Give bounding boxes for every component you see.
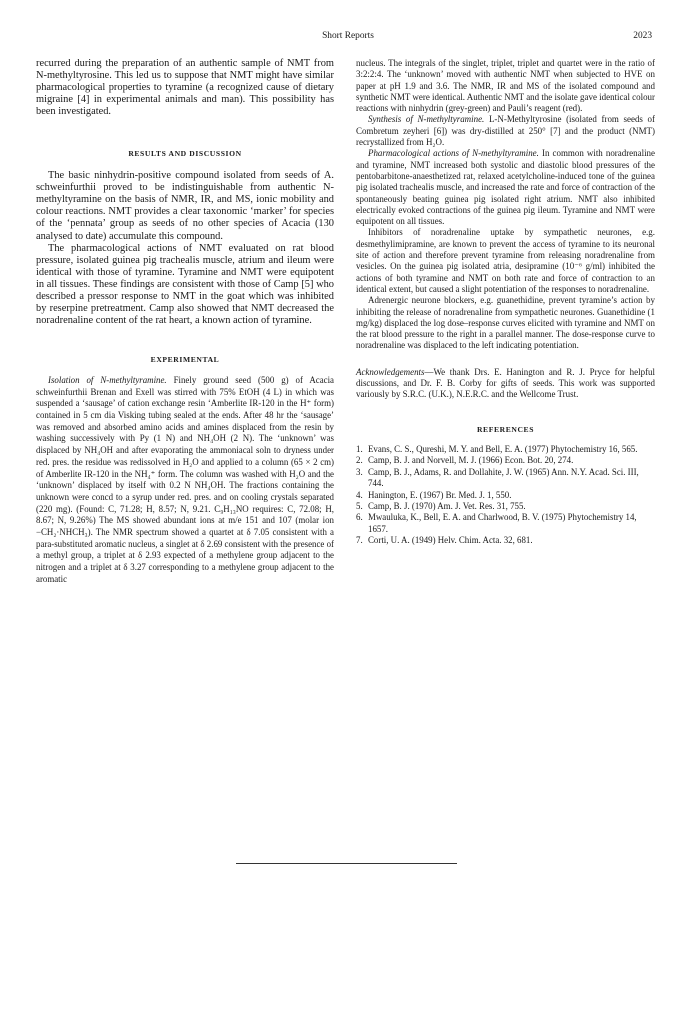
synthesis-paragraph: [356, 114, 655, 148]
synthesis-lead: Synthesis of N-methyltyramine.: [368, 114, 485, 125]
reference-text: Camp, B. J. (1970) Am. J. Vet. Res. 31, 755.: [368, 500, 526, 511]
reference-item: [356, 535, 655, 546]
right-column: [356, 58, 655, 547]
acknowledgements: [356, 367, 655, 401]
adrenergic-paragraph: Adrenergic neurone blockers, e.g. guanethidine, prevent tyramine’s action by inhibiting the release of noradrenaline from sympathetic neurones. Guanethidine (1 mg/kg) displaced the log dose–response curves elicited with tyramine and NMT on the rat blood pressure to the right in a parallel manner. The dose-response curve to noradrenaline was displaced to the left indicating potentiation.: [356, 295, 655, 351]
reference-item: [356, 501, 655, 512]
results-heading: RESULTS AND DISCUSSION: [128, 149, 242, 159]
running-title: Short Reports: [322, 31, 374, 41]
pharmacology-text: In common with noradrenaline and tyramine, NMT increased both systolic and diastolic blood pressures of the pentobarbitone-anaesthetized rat, relaxed acetylcholine-induced tone of the guinea pig isolated trachealis muscle, and increased the rate and force of contraction of the spontaneously beating guinea pig isolated right atrium. NMT also inhibited electrically evoked contractions of the guinea pig ileum. Tyramine and NMT were equipotent on all tissues.: [356, 148, 655, 227]
results-paragraph-1: The basic ninhydrin-positive compound isolated from seeds of A. schweinfurthii proved to be indistinguishable from authentic N-methyltyramine on the basis of NMR, IR, and MS, ionic mobility and colour reactions. NMT provides a clear taxonomic ‘marker’ for species of the ‘pennata’ group as seeds of no other species of Acacia (130 analysed to date) accumulate this compound.: [36, 170, 334, 242]
page-number: 2023: [633, 31, 652, 41]
reference-text: Mwauluka, K., Bell, E. A. and Charlwood, B. V. (1975) Phytochemistry 14, 1657.: [368, 512, 637, 534]
synthesis-text: L-N-Methyltyrosine (isolated from seeds of Combretum zeyheri [6]) was dry-distilled at 250° [7] and the product (NMT) recrystallized from H₂O.: [356, 114, 655, 148]
pharmacology-lead: Pharmacological actions of N-methyltyramine.: [368, 148, 539, 159]
reference-text: Hanington, E. (1967) Br. Med. J. 1, 550.: [368, 489, 512, 500]
reference-text: Corti, U. A. (1949) Helv. Chim. Acta. 32, 681.: [368, 535, 533, 546]
left-column: [36, 58, 334, 586]
reference-number: 1.: [356, 443, 363, 454]
reference-item: [356, 444, 655, 455]
isolation-lead: Isolation of N-methyltyramine.: [48, 374, 167, 385]
reference-number: 7.: [356, 535, 363, 546]
acknowledgements-text: —We thank Drs. E. Hanington and R. J. Pryce for helpful discussions, and Dr. F. B. Corby for gifts of seeds. This work was supported variously by S.R.C. (U.K.), N.E.R.C. and the Wellcome Trust.: [356, 366, 655, 400]
experimental-heading: EXPERIMENTAL: [150, 354, 220, 364]
reference-number: 6.: [356, 512, 363, 523]
reference-number: 2.: [356, 455, 363, 466]
inhibitors-paragraph: Inhibitors of noradrenaline uptake by sympathetic neurones, e.g. desmethylimipramine, are known to prevent the access of tyramine to its neuronal site of action and therefore prevent tyramine from releasing noradrenaline from vesicles. On the guinea pig isolated atria, desipramine (10⁻⁶ g/ml) inhibited the actions of both tyramine and NMT on both rate and force of contraction to an identical extent, but caused a slight potentiation of the responses to noradrenaline.: [356, 227, 655, 294]
pharmacology-paragraph: [356, 148, 655, 227]
isolation-paragraph: [36, 375, 334, 586]
references-heading: REFERENCES: [476, 424, 535, 434]
reference-text: Camp, B. J., Adams, R. and Dollahite, J. W. (1965) Ann. N.Y. Acad. Sci. III, 744.: [368, 466, 639, 489]
acknowledgements-lead: Acknowledgements: [356, 366, 425, 377]
intro-paragraph: recurred during the preparation of an authentic sample of NMT from N-methyltyrosine. This led us to suppose that NMT might have similar pharmacological properties to tyramine (a recognized cause of dietary migraine [4] in experimental animals and man). This possibility has been investigated.: [36, 58, 334, 118]
reference-item: [356, 467, 655, 490]
reference-item: [356, 455, 655, 466]
page-header: [0, 31, 696, 45]
isolation-text: Finely ground seed (500 g) of Acacia schweinfurthii Brenan and Exell was stirred with 75% EtOH (4 L) in which was suspended a ‘sausage’ of cation exchange resin ‘Amberlite IR-120 in the H⁺ form) contained in 5 cm dia Visking tubing sealed at the ends. After 48 hr the ‘sausage’ was removed and absorbed amino acids and amines displaced from the resin by washing successively with Py (1 N) and NH₄OH (2 N). The ‘unknown’ was displaced by NH₄OH and after evaporating the ammoniacal soln to dryness under red. pres. the residue was redissolved in H₂O and applied to a column (65 × 2 cm) of Amberlite IR-120 in the NH₄⁺ form. The column was washed with H₂O and the ‘unknown’ displaced by itself with 0.2 N NH₄OH. The fractions containing the unknown were concd to a syrup under red. pres. and on cooling crystals separated (220 mg). (Found: C, 71.28; H, 8.57; N, 9.21. C₉H₁₃NO requires: C, 72.08; H, 8.67; N, 9.26%) The MS showed abundant ions at m/e 151 and 107 (molar ion −CH₂·NHCH₃). The NMR spectrum showed a quartet at δ 7.05 consistent with a para-substituted aromatic nucleus, a singlet at δ 2.69 consistent with the presence of a methyl group, a triplet at δ 2.93 expected of a methylene group adjacent to the nitrogen and a triplet at δ 3.27 corresponding to a methylene group adjacent to the aromatic: [36, 374, 334, 584]
references-list: [356, 444, 655, 547]
results-paragraph-2: The pharmacological actions of NMT evaluated on rat blood pressure, isolated guinea pig trachealis muscle, atrium and ileum were identical with those of tyramine. Tyramine and NMT were equipotent in all tissues. These findings are consistent with those of Camp [5] who described a pressor response to NMT in the goat which was inhibited by reserpine pretreatment. Camp also showed that NMT decreased the noradrenaline content of the rat heart, a known action of tyramine.: [36, 242, 334, 326]
reference-text: Evans, C. S., Qureshi, M. Y. and Bell, E. A. (1977) Phytochemistry 16, 565.: [368, 443, 638, 454]
reference-number: 3.: [356, 466, 363, 477]
end-rule: [236, 863, 457, 864]
reference-number: 5.: [356, 500, 363, 511]
reference-item: [356, 512, 655, 535]
reference-item: [356, 490, 655, 501]
reference-text: Camp, B. J. and Norvell, M. J. (1966) Econ. Bot. 20, 274.: [368, 455, 574, 466]
reference-number: 4.: [356, 489, 363, 500]
continued-paragraph: nucleus. The integrals of the singlet, triplet, triplet and quartet were in the ratio of 3:2:2:4. The ‘unknown’ moved with authentic NMT when subjected to HVE on paper at pH 1.9 and 3.6. The NMR, IR and MS of the isolated compound and synthetic NMT were identical. Authentic NMT and the isolate gave identical colour reactions with ninhydrin (grey-green) and Pauli’s reagent (red).: [356, 58, 655, 114]
